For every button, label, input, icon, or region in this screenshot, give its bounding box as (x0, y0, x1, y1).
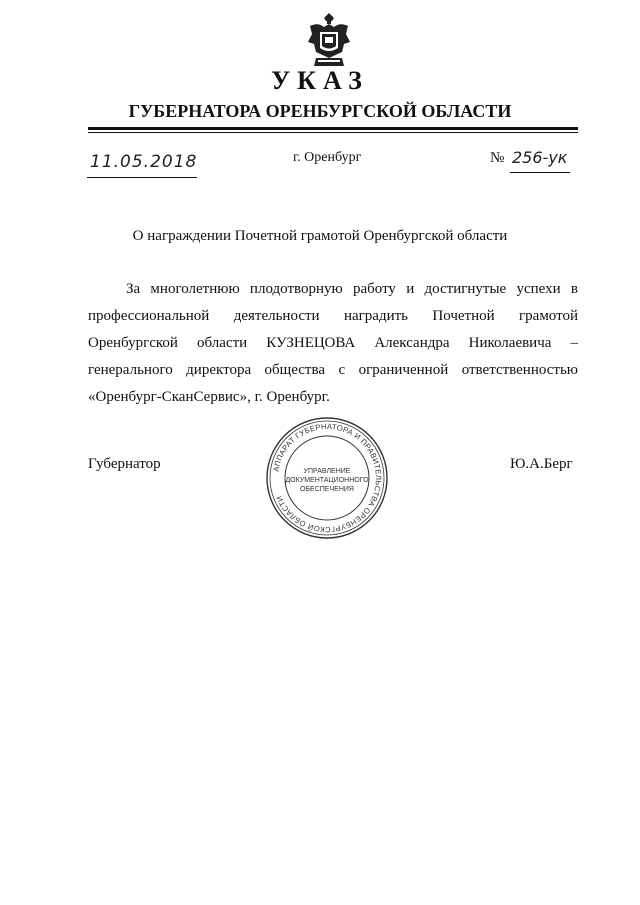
stamp-ring-text: АППАРАТ ГУБЕРНАТОРА И ПРАВИТЕЛЬСТВА ОРЕНБУРГСКОЙ ОБЛАСТИ (271, 421, 384, 535)
header-rule-thick (88, 127, 578, 130)
stamp-center-line: ДОКУМЕНТАЦИОННОГО (285, 477, 369, 484)
signatory-name: Ю.А.Берг (510, 456, 573, 472)
body-line: За многолетнюю плодотворную работу и достигнутые успехи в (126, 281, 578, 297)
body-line: Оренбургской области КУЗНЕЦОВА Александра Николаевича – (88, 335, 578, 351)
document-body (88, 276, 578, 411)
document-heading: О награждении Почетной грамотой Оренбургской области (132, 228, 508, 244)
document-date: 11.05.2018 (90, 152, 198, 172)
official-stamp (265, 416, 389, 540)
date-underline (87, 177, 197, 178)
coat-of-arms-icon (306, 12, 352, 68)
document-title: УКАЗ (271, 66, 369, 95)
document-number: 256-ук (512, 148, 568, 167)
document-subtitle: ГУБЕРНАТОРА ОРЕНБУРГСКОЙ ОБЛАСТИ (128, 101, 512, 121)
signatory-title: Губернатор (88, 456, 161, 472)
body-line: профессиональной деятельности наградить Почетной грамотой (88, 308, 578, 324)
document-city: г. Оренбург (293, 150, 362, 165)
body-line: «Оренбург-СканСервис», г. Оренбург. (88, 389, 330, 405)
stamp-center-line: УПРАВЛЕНИЕ (303, 468, 351, 475)
header-rule-thin (88, 132, 578, 133)
body-line: генерального директора общества с ограниченной ответственностью (88, 362, 578, 378)
number-underline (510, 172, 570, 173)
stamp-center-line: ОБЕСПЕЧЕНИЯ (300, 486, 354, 493)
number-label: № (490, 150, 505, 166)
